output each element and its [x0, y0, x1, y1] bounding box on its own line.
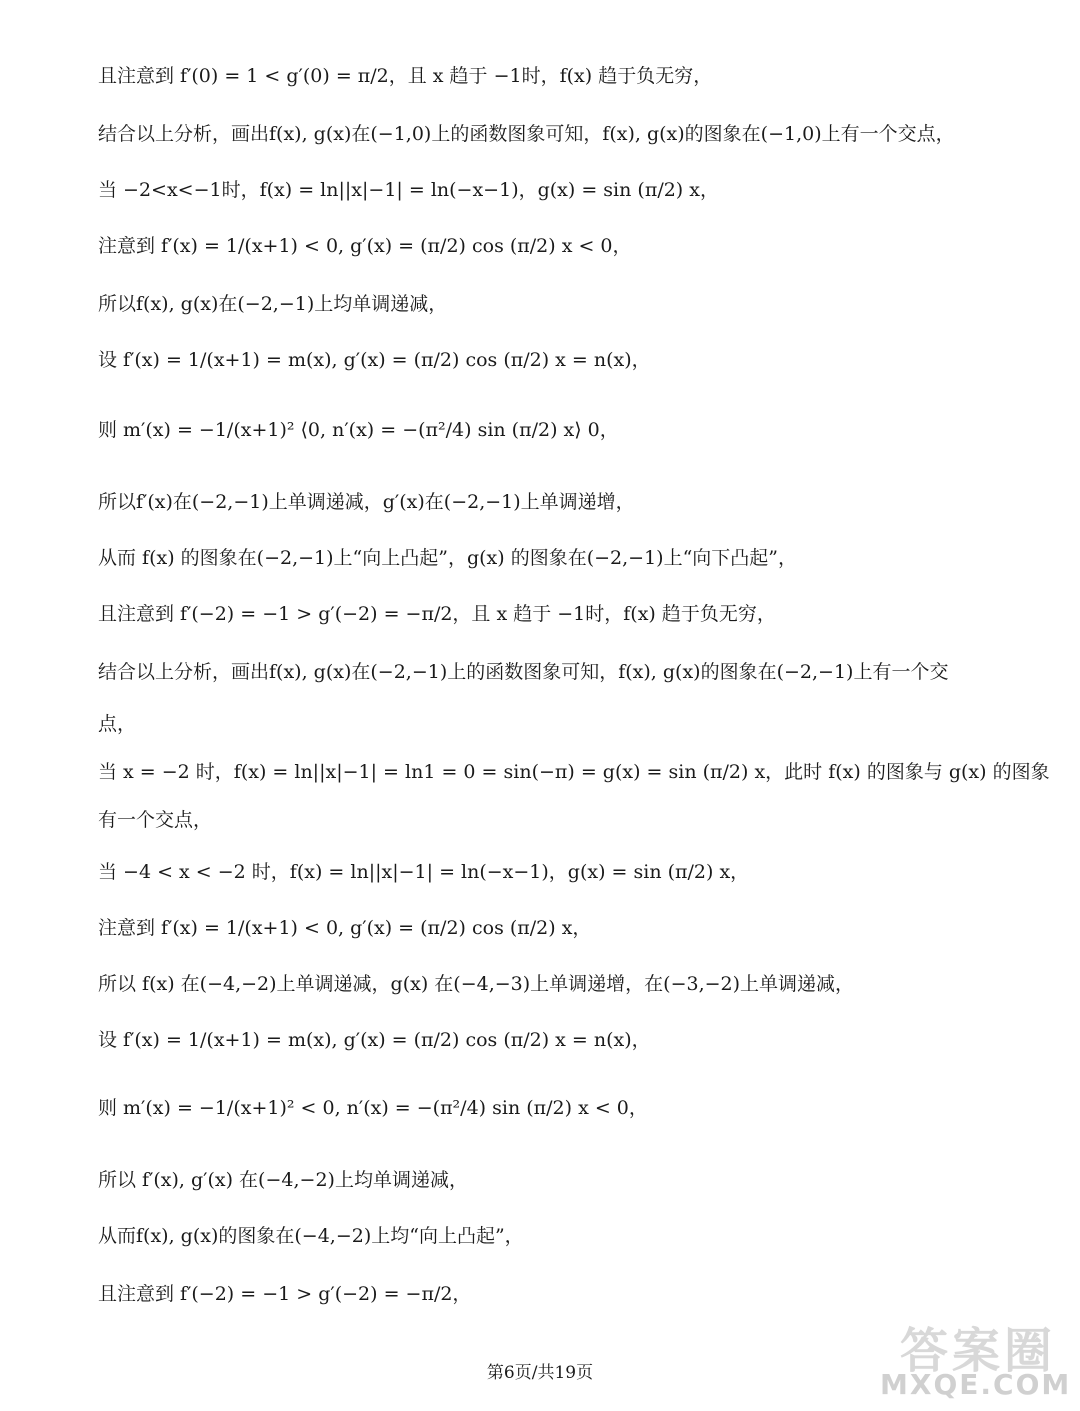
- text-line: [98, 158, 1020, 222]
- text-line: [98, 840, 1020, 904]
- line-text: 当 x = −2 时，f(x) = ln||x|−1| = ln1 = 0 = sin(−π) = g(x) = sin (π/2) x，此时 f(x) 的图象与 g(x) 的图象: [98, 760, 1050, 783]
- line-text: 设 f′(x) = 1/(x+1) = m(x), g′(x) = (π/2) cos (π/2) x = n(x)，: [98, 1028, 651, 1051]
- text-line: [98, 544, 1020, 572]
- watermark-logo: 答案圈: [900, 1323, 1057, 1379]
- text-line: [98, 806, 1020, 834]
- text-line: [98, 896, 1020, 960]
- line-text: 当 −2<x<−1时，f(x) = ln||x|−1| = ln(−x−1)，g(x) = sin (π/2) x，: [98, 178, 719, 201]
- line-text: 所以f′(x)在(−2,−1)上单调递减，g′(x)在(−2,−1)上单调递增，: [98, 490, 635, 513]
- line-text: 则 m′(x) = −1/(x+1)² ⟨0, n′(x) = −(π²/4) sin (π/2) x⟩ 0，: [98, 418, 619, 441]
- text-line: [98, 1166, 1020, 1194]
- line-text: 结合以上分析，画出f(x), g(x)在(−2,−1)上的函数图象可知，f(x), g(x)的图象在(−2,−1)上有一个交: [98, 660, 949, 683]
- line-text: 所以 f(x) 在(−4,−2)上单调递减，g(x) 在(−4,−3)上单调递增，在(−3,−2)上单调递减，: [98, 972, 855, 995]
- line-text: 从而f(x), g(x)的图象在(−4,−2)上均“向上凸起”，: [98, 1224, 524, 1247]
- text-line: [98, 1076, 1020, 1140]
- watermark-site: MXQE.COM: [880, 1368, 1072, 1401]
- page-footer: 第6页/共19页: [486, 1363, 594, 1383]
- line-text: 结合以上分析，画出f(x), g(x)在(−1,0)上的函数图象可知，f(x), g(x)的图象在(−1,0)上有一个交点，: [98, 122, 955, 145]
- line-text: 且注意到 f′(−2) = −1 > g′(−2) = −π/2，且 x 趋于 −1时，f(x) 趋于负无穷，: [98, 602, 776, 625]
- line-text: 有一个交点，: [98, 808, 213, 831]
- text-line: [98, 214, 1020, 278]
- text-line: [98, 582, 1020, 646]
- line-text: 则 m′(x) = −1/(x+1)² < 0, n′(x) = −(π²/4) sin (π/2) x < 0，: [98, 1096, 648, 1119]
- line-text: 注意到 f′(x) = 1/(x+1) < 0, g′(x) = (π/2) cos (π/2) x < 0，: [98, 234, 632, 257]
- line-text: 所以 f′(x), g′(x) 在(−4,−2)上均单调递减，: [98, 1168, 468, 1191]
- text-line: [98, 1222, 1020, 1250]
- text-line: [98, 120, 1020, 148]
- line-text: 当 −4 < x < −2 时，f(x) = ln||x|−1| = ln(−x−1)，g(x) = sin (π/2) x，: [98, 860, 750, 883]
- line-text: 且注意到 f′(−2) = −1 > g′(−2) = −π/2，: [98, 1282, 472, 1305]
- text-line: [98, 658, 1020, 686]
- line-text: 设 f′(x) = 1/(x+1) = m(x), g′(x) = (π/2) cos (π/2) x = n(x)，: [98, 348, 651, 371]
- text-line: [98, 740, 1050, 804]
- line-text: 注意到 f′(x) = 1/(x+1) < 0, g′(x) = (π/2) cos (π/2) x，: [98, 916, 592, 939]
- text-line: [98, 488, 1020, 516]
- text-line: [98, 44, 1020, 108]
- text-line: [98, 710, 1020, 738]
- text-line: [98, 290, 1020, 318]
- line-text: 且注意到 f′(0) = 1 < g′(0) = π/2，且 x 趋于 −1时，f(x) 趋于负无穷，: [98, 64, 713, 87]
- text-line: [98, 1262, 1020, 1326]
- line-text: 点，: [98, 712, 137, 735]
- text-line: [98, 328, 1020, 392]
- line-text: 所以f(x), g(x)在(−2,−1)上均单调递减，: [98, 292, 448, 315]
- line-text: 从而 f(x) 的图象在(−2,−1)上“向上凸起”，g(x) 的图象在(−2,−1)上“向下凸起”，: [98, 546, 798, 569]
- text-line: [98, 1008, 1020, 1072]
- text-line: [98, 970, 1020, 998]
- text-line: [98, 398, 1020, 462]
